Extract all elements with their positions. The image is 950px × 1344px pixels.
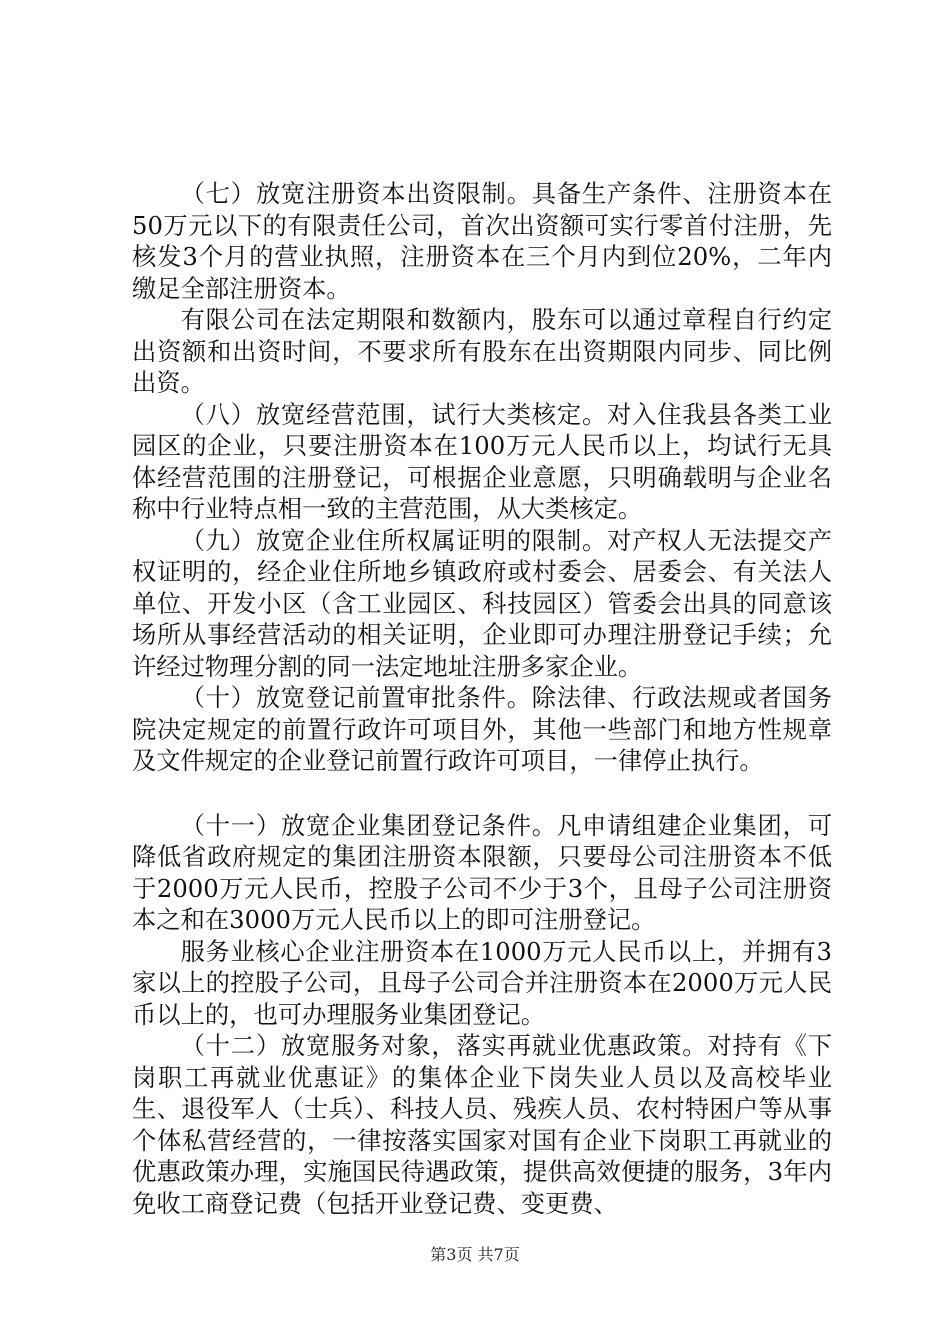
paragraph-12: （十二）放宽服务对象，落实再就业优惠政策。对持有《下岗职工再就业优惠证》的集体企业下岗失业人员以及高校毕业生、退役军人（士兵）、科技人员、残疾人员、农村特困户等从事个体私营经营的，一律按落实国家对国有企业下岗职工再就业的优惠政策办理，实施国民待遇政策，提供高效便捷的服务，3年内免收工商登记费（包括开业登记费、变更费、	[132, 1031, 832, 1218]
paragraph-8: （八）放宽经营范围，试行大类核定。对入住我县各类工业园区的企业，只要注册资本在100万元人民币以上，均试行无具体经营范围的注册登记，可根据企业意愿，只明确载明与企业名称中行业特点相一致的主营范围，从大类核定。	[132, 399, 832, 523]
paragraph-10: （十）放宽登记前置审批条件。除法律、行政法规或者国务院决定规定的前置行政许可项目外，其他一些部门和地方性规章及文件规定的企业登记前置行政许可项目，一律停止执行。	[132, 683, 832, 775]
paragraph-7-note: 有限公司在法定期限和数额内，股东可以通过章程自行约定出资额和出资时间，不要求所有股东在出资期限内同步、同比例出资。	[132, 305, 832, 397]
page-footer: 第3页 共7页	[430, 1245, 520, 1264]
document-body	[132, 178, 832, 1219]
paragraph-11: （十一）放宽企业集团登记条件。凡申请组建企业集团，可降低省政府规定的集团注册资本限额，只要母公司注册资本不低于2000万元人民币，控股子公司不少于3个，且母子公司注册资本之和在3000万元人民币以上的即可注册登记。	[132, 810, 832, 934]
paragraph-7: （七）放宽注册资本出资限制。具备生产条件、注册资本在50万元以下的有限责任公司，首次出资额可实行零首付注册，先核发3个月的营业执照，注册资本在三个月内到位20%，二年内缴足全部注册资本。	[132, 179, 832, 303]
paragraph-9: （九）放宽企业住所权属证明的限制。对产权人无法提交产权证明的，经企业住所地乡镇政府或村委会、居委会、有关法人单位、开发小区（含工业园区、科技园区）管委会出具的同意该场所从事经营活动的相关证明，企业即可办理注册登记手续；允许经过物理分割的同一法定地址注册多家企业。	[132, 525, 832, 681]
paragraph-11-note: 服务业核心企业注册资本在1000万元人民币以上，并拥有3家以上的控股子公司，且母子公司合并注册资本在2000万元人民币以上的，也可办理服务业集团登记。	[132, 936, 832, 1029]
